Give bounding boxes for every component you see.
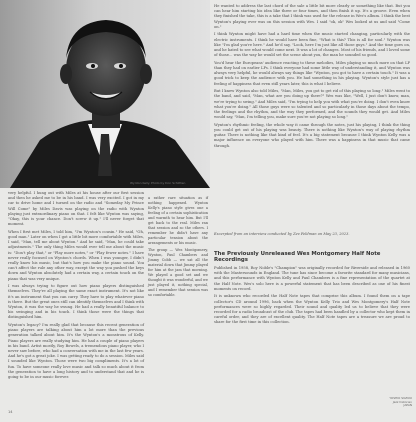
left-paragraph-3: I was always trying to figure out how piano players distinguished themselves. They're all playing the same exact instrument. It's not like it's an instrument that you can carry. They have to play whatever piano is there. But the great ones still can identify themselves and I think with Wynton, it was the way he swung. He had a really beautiful balance to his swinging and in his touch. I think those were the things that distinguished him. <box>8 284 144 320</box>
left-paragraph-1: very helpful. I hung out with Miles at his house after our first session and then he asked me to be in his band. I was very excited. I got in my car to drive home and I turned on the radio and "Someday My Prince Will Come" by Miles Davis was playing on the radio with Wynton playing just extraordinary piano on that. I felt like Wynton was saying, "Okay, this is your chance. Don't screw it up." I'll never forget that moment. <box>8 191 144 227</box>
portrait-image <box>0 0 210 188</box>
right-paragraph-1: He wanted to address the last chord of the sale a little bit more clearly or something like that. But you can hear him starting his idea like three or four times, and then finish it up. It's a groove. Even when they finished the take, this is a take that I think was used for the release in Wes's album. I think the best Wynton's playing ever was on this session with Wes. I said "ok, ok" Wes looked at us and said "Come on." <box>214 4 410 29</box>
portrait-photo <box>0 0 210 188</box>
signoff-role: Jazz historian <box>392 399 412 404</box>
right-paragraph-5: Wynton's rhythmic feeling, the whole way it came through the notes, just his playing, I think the thing you could get out of his playing was beauty. There is nothing like Wynton's way of playing rhythm guitar. There is nothing like that kind of feel. It's a big statement because I think Wynton Kelly was a major influence on everyone who played with him. There was a happiness in that music that came through. <box>214 122 410 148</box>
center-paragraph-2: The group — Wes Montgomery, Wynton, Paul Chambers and Jimmy Cobb — we sat all the material down that Jimmy played for him at the jam that morning. We played a good set and we thought it was wonderful, and we just played it, nothing special, and I remember that session was so comfortable. <box>148 248 208 298</box>
signoff-location: JAPAN <box>403 403 412 408</box>
left-column <box>8 191 144 383</box>
signoff-name: YOSHIO SUZUKI <box>389 396 412 400</box>
interview-credit: Excerpted from an interview conducted by Zev Feldman on May 23, 2023. <box>214 232 350 236</box>
page-number: 14 <box>8 410 13 414</box>
right-bottom-paragraph-1: Published in 1958, Roy Noble's "Champion" was originally recorded for Riverside and released in 1960 with the Mastersounds in England. The tune has since become a favorite standard for many musicians, and this performance with Wynton Kelly and Paul Chambers is a fine representation of the quartet at the Half Note. Wes's solo here is a powerful statement that has been described as one of his finest moments on record. <box>214 266 410 291</box>
right-column-bottom <box>214 266 410 328</box>
center-column <box>148 196 208 301</box>
right-paragraph-2: I think Wynton might have had a hard time when the music started changing, particularly with the electric instruments. I think he would have been fine, "What is this? This is all for soul." Wynton was like "I'm glad you're here." And he'd say, "Look, here I'm just like all those guys." And the time goes on, and he hated to see what would come next. It was a lot of changes. Most of his friends, and I loved some of those... was the way he would set the scene about you, the man he sounded so good. <box>214 32 410 58</box>
right-paragraph-4: But I knew Wynton also told Miles, "Man, Miles, you got to get rid of this playing so long." Miles went to the band, and said, "Man, what are you doing up there?" Wes was like, "Well, I just don't know, man, we're trying to swing." And Miles said, "I'm trying to help you with what you're doing. I don't even know what you're doing." All those guys were so talented and so particularly in those days about the tempo, the feelings and the rhythm, and the way they performed, and the sounds they would get. And Miles would say, "Man, I'm telling you, make sure you're not playing so long." <box>214 89 410 120</box>
photo-caption: Wynton Kelly. Photo by Don Schlitten <box>130 181 186 185</box>
left-paragraph-2: When I first met Miles, I told him, "I'm Wynton's cousin." He said, "Oh, good man." Later on when I got a little bit more comfortable with Miles, I said, "Man, tell me about Wynton." And he said, "Man, he could take adjustments." The only thing Miles would ever tell me about the music is: "Don't play that," or "Play more notes," or "Play fewer notes." I have never really focused on Wynton's chords. When I was younger, I didn't really know his music, but that's how you make the piano sound. You can't affect the rule any other way, except the way you pushed the keys down and Wynton absolutely had a certain way, a certain touch on the piano that was very unique. <box>8 229 144 281</box>
left-paragraph-4: Wynton's legacy? I'm really glad that because this recent generation of piano players are talking about him a lot more than the previous generation talked about him. It's the Wynton's a monstrous of Kelly. Piano players are really studying him. He had a couple of piano players in his band. Artist mostly, Roy Bowels, a tremendous piano player, who I never saw before, who had a conversation with me in the last few years. And he's got a great joke. I was getting ready to do a session. Miles said I sounded like Wynton. Those were two big compliments. It's a lot of fun. To have someone really love music and talk so much about it from the generation to have a long history and to understand that and he is going to be in our music forever. <box>8 323 144 380</box>
author-signoff <box>372 397 412 408</box>
right-bottom-paragraph-2: It is unknown who recorded the Half Note tapes that comprise this album. I found them on a tape collector's CD around 1996, back when the Wynton Kelly Trio and Wes Montgomery's Half Note performances were so highly regarded. Their sound and quality led us to believe that they were recorded for a radio broadcast of the club. The tapes had been handled by a collector who kept them in careful order, and they are of excellent quality. The Half Note tapes are a treasure we are proud to share for the first time in this collection. <box>214 294 410 325</box>
center-paragraph-1: a rather rare situation as if nothing happened. Wynton Kelly's piano style gives one a feeling of a certain sophistication and warmth to hear him. But I'll get back to the real. Miles ran that session and so the others. I remember he didn't have any particular tension about the arrangements or his music. <box>148 196 208 245</box>
section-title: The Previously Unreleased Wes Montgomery Half Note Recordings <box>214 251 381 264</box>
right-column-top <box>214 4 410 151</box>
right-paragraph-3: You'd hear the Europeans' audience reacting to these melodies, Miles playing so much more on that LP than they had on earlier LPs. I think everyone had some little way of understanding it, and Wynton was always very helpful, he would always say things like "Wynton, you got to have a certain touch." It was a good trick to keep the audience with you. He had something in his playing. Wynton's style just has a feeling of happiness that even still years later, this is what I believe. <box>214 60 410 86</box>
